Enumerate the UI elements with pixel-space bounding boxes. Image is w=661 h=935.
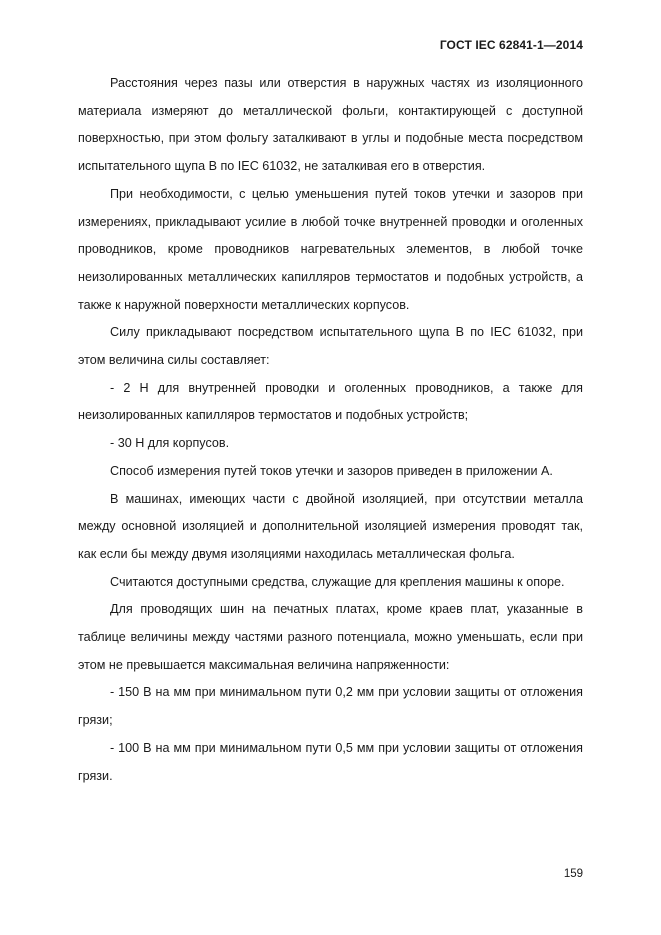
paragraph: Считаются доступными средства, служащие для крепления машины к опоре. — [110, 574, 565, 589]
list-item: - 2 Н для внутренней проводки и оголенных проводников, а также для неизолированных капилляров термостатов и подобных устройств; — [78, 380, 583, 423]
paragraph: Силу прикладывают посредством испытательного щупа В по IEC 61032, при этом величина силы составляет: — [78, 325, 583, 368]
document-header: ГОСТ IEC 62841-1—2014 — [439, 38, 583, 52]
list-item: - 30 Н для корпусов. — [110, 436, 230, 451]
page-number: 159 — [563, 868, 583, 880]
paragraph: В машинах, имеющих части с двойной изоляцией, при отсутствии металла между основной изоляцией и дополнительной изоляцией измерения проводят так, как если бы между двумя изоляциями находилась металлическая фольга. — [78, 491, 583, 561]
list-item: - 100 В на мм при минимальном пути 0,5 мм при условии защиты от отложения грязи. — [78, 740, 583, 783]
paragraph: Для проводящих шин на печатных платах, кроме краев плат, указанные в таблице величины между частями разного потенциала, можно уменьшать, если при этом не превышается максимальная величина напряженности: — [78, 602, 583, 672]
document-body — [78, 70, 583, 790]
list-item: - 150 В на мм при минимальном пути 0,2 мм при условии защиты от отложения грязи; — [78, 685, 583, 728]
paragraph: Расстояния через пазы или отверстия в наружных частях из изоляционного материала измеряют до металлической фольги, контактирующей с доступной поверхностью, при этом фольгу заталкивают в углы и подобные места посредством испытательного щупа В по IEC 61032, не заталкивая его в отверстия. — [78, 76, 583, 174]
paragraph: При необходимости, с целью уменьшения путей токов утечки и зазоров при измерениях, прикладывают усилие в любой точке внутренней проводки и оголенных проводников, кроме проводников нагревательных элементов, в любой точке неизолированных металлических капилляров термостатов и подобных устройств, а также к наружной поверхности металлических корпусов. — [78, 186, 583, 312]
paragraph: Способ измерения путей токов утечки и зазоров приведен в приложении А. — [110, 463, 553, 478]
